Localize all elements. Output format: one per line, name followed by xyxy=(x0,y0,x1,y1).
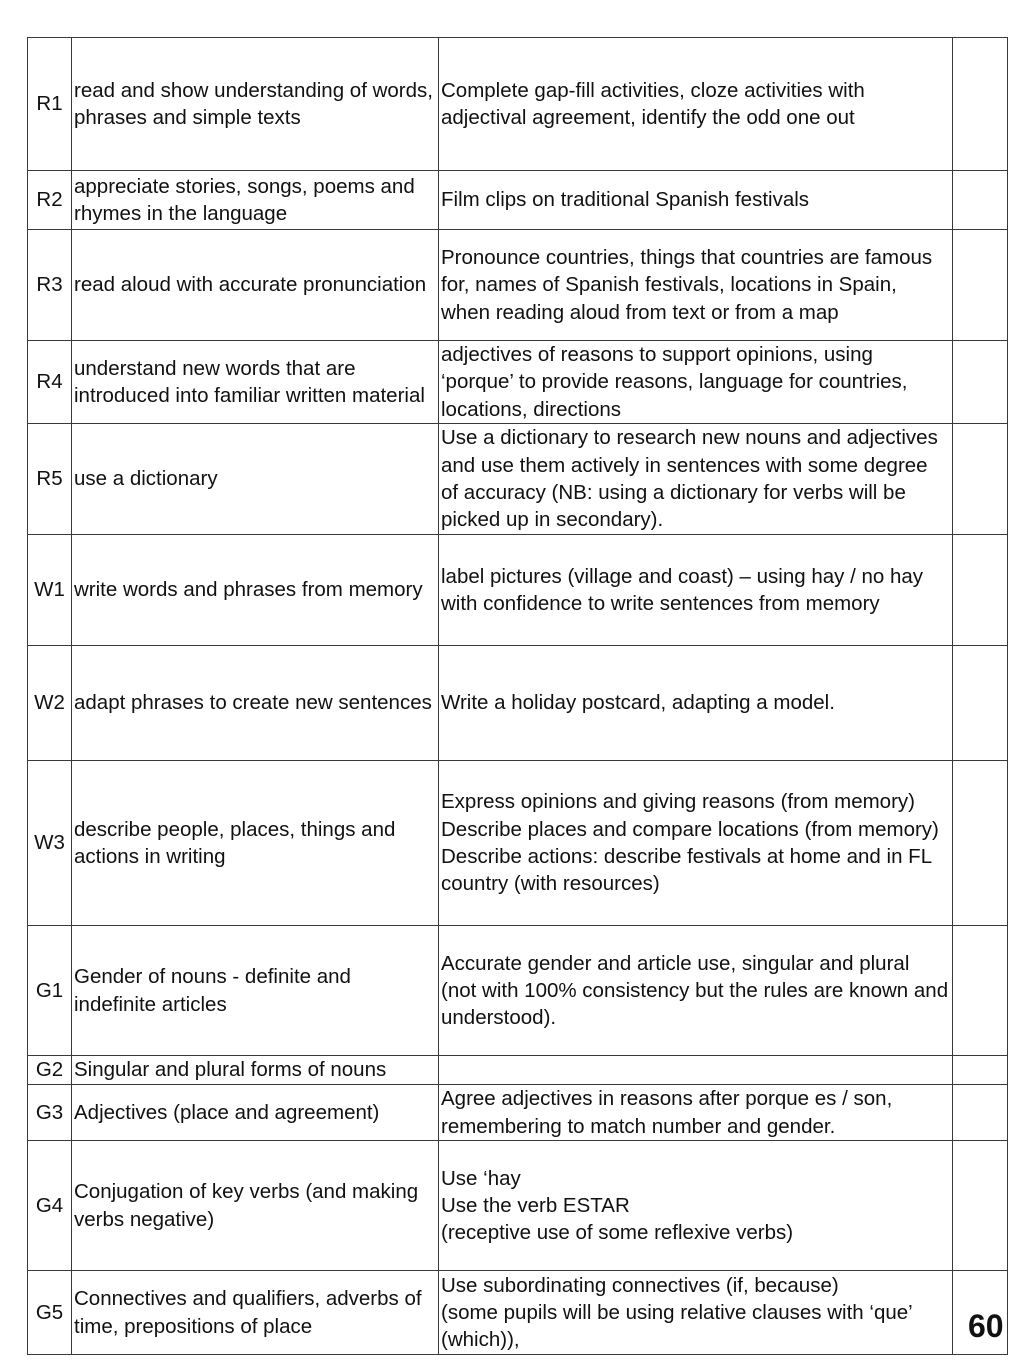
row-code: G1 xyxy=(28,926,72,1056)
row-objective: use a dictionary xyxy=(72,424,439,535)
table-row xyxy=(28,761,1008,926)
row-blank-cell xyxy=(953,38,1008,171)
row-objective: Singular and plural forms of nouns xyxy=(72,1056,439,1085)
row-code: W2 xyxy=(28,646,72,761)
row-activity: Use subordinating connectives (if, because) (some pupils will be using relative clauses with ‘que’ (which)), xyxy=(439,1271,953,1355)
row-objective: Adjectives (place and agreement) xyxy=(72,1085,439,1141)
row-blank-cell xyxy=(953,171,1008,230)
row-code: G4 xyxy=(28,1141,72,1271)
row-blank-cell xyxy=(953,1085,1008,1141)
row-activity: Film clips on traditional Spanish festivals xyxy=(439,171,953,230)
row-blank-cell xyxy=(953,424,1008,535)
row-blank-cell xyxy=(953,341,1008,424)
table-row xyxy=(28,1141,1008,1271)
row-activity: Express opinions and giving reasons (from memory) Describe places and compare locations (from memory) Describe actions: describe festivals at home and in FL country (with resources) xyxy=(439,761,953,926)
row-code: R3 xyxy=(28,230,72,341)
row-blank-cell xyxy=(953,535,1008,646)
row-activity: Write a holiday postcard, adapting a model. xyxy=(439,646,953,761)
row-activity: label pictures (village and coast) – using hay / no hay with confidence to write sentences from memory xyxy=(439,535,953,646)
row-objective: understand new words that are introduced into familiar written material xyxy=(72,341,439,424)
row-activity xyxy=(439,1056,953,1085)
row-activity: Pronounce countries, things that countries are famous for, names of Spanish festivals, locations in Spain, when reading aloud from text or from a map xyxy=(439,230,953,341)
row-code: R2 xyxy=(28,171,72,230)
row-blank-cell xyxy=(953,646,1008,761)
row-objective: adapt phrases to create new sentences xyxy=(72,646,439,761)
row-objective: read aloud with accurate pronunciation xyxy=(72,230,439,341)
table-row xyxy=(28,1085,1008,1141)
row-blank-cell xyxy=(953,230,1008,341)
table-row xyxy=(28,341,1008,424)
row-blank-cell xyxy=(953,761,1008,926)
row-objective: write words and phrases from memory xyxy=(72,535,439,646)
table-row xyxy=(28,926,1008,1056)
row-code: G5 xyxy=(28,1271,72,1355)
row-blank-cell xyxy=(953,1141,1008,1271)
table-row xyxy=(28,535,1008,646)
table-row xyxy=(28,171,1008,230)
curriculum-table xyxy=(27,37,1008,1355)
row-code: R5 xyxy=(28,424,72,535)
table-row xyxy=(28,424,1008,535)
row-activity: Complete gap-fill activities, cloze activities with adjectival agreement, identify the odd one out xyxy=(439,38,953,171)
row-code: W3 xyxy=(28,761,72,926)
row-code: W1 xyxy=(28,535,72,646)
row-blank-cell xyxy=(953,1056,1008,1085)
row-objective: Gender of nouns - definite and indefinite articles xyxy=(72,926,439,1056)
row-activity: Use a dictionary to research new nouns and adjectives and use them actively in sentences with some degree of accuracy (NB: using a dictionary for verbs will be picked up in secondary). xyxy=(439,424,953,535)
row-code: G3 xyxy=(28,1085,72,1141)
row-activity: Accurate gender and article use, singular and plural (not with 100% consistency but the rules are known and understood). xyxy=(439,926,953,1056)
row-code: G2 xyxy=(28,1056,72,1085)
row-objective: Connectives and qualifiers, adverbs of time, prepositions of place xyxy=(72,1271,439,1355)
row-objective: Conjugation of key verbs (and making verbs negative) xyxy=(72,1141,439,1271)
row-objective: appreciate stories, songs, poems and rhymes in the language xyxy=(72,171,439,230)
row-code: R1 xyxy=(28,38,72,171)
table-row xyxy=(28,230,1008,341)
row-objective: describe people, places, things and actions in writing xyxy=(72,761,439,926)
table-row xyxy=(28,1271,1008,1355)
page-number: 60 xyxy=(968,1308,1004,1344)
table-row xyxy=(28,38,1008,171)
row-activity: Use ‘hay Use the verb ESTAR (receptive use of some reflexive verbs) xyxy=(439,1141,953,1271)
row-activity: Agree adjectives in reasons after porque es / son, remembering to match number and gender. xyxy=(439,1085,953,1141)
row-activity: adjectives of reasons to support opinions, using ‘porque’ to provide reasons, language for countries, locations, directions xyxy=(439,341,953,424)
table-row xyxy=(28,646,1008,761)
row-code: R4 xyxy=(28,341,72,424)
table-row xyxy=(28,1056,1008,1085)
row-blank-cell xyxy=(953,926,1008,1056)
row-objective: read and show understanding of words, phrases and simple texts xyxy=(72,38,439,171)
